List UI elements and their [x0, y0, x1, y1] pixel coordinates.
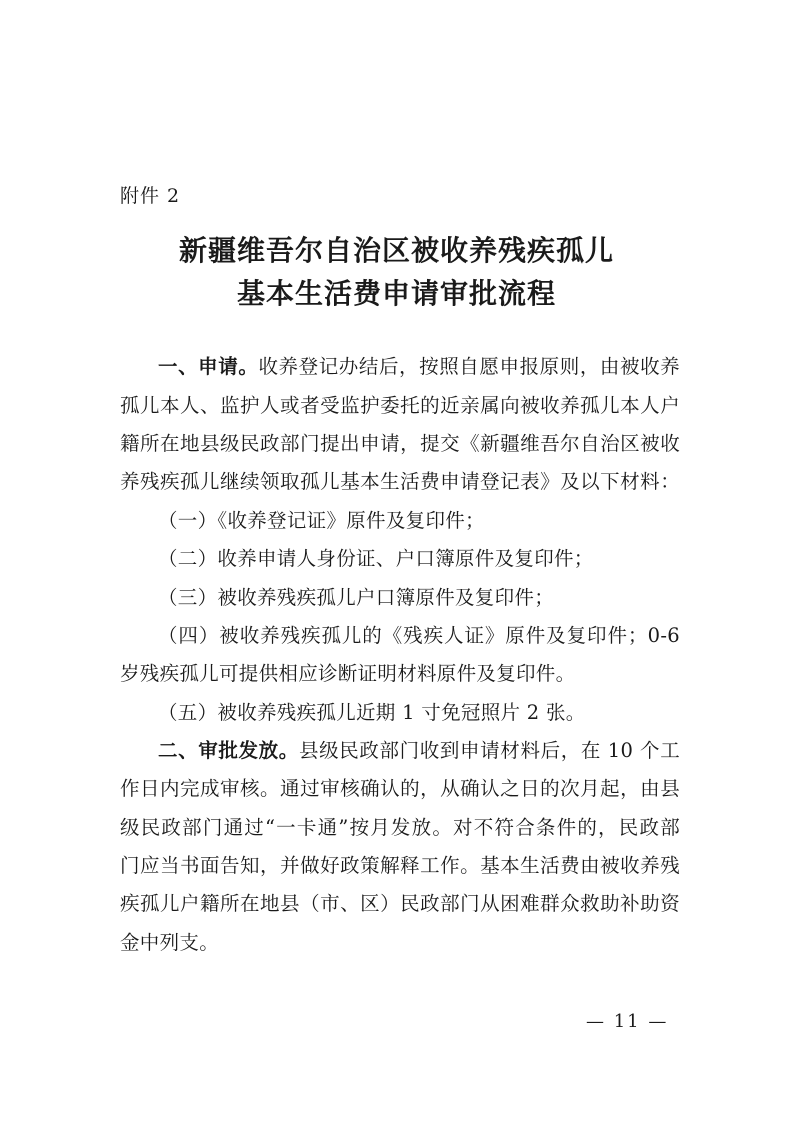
section1-heading: 一、申请。 [158, 355, 259, 378]
section1-paragraph-line-2: 孤儿本人、监护人或者受监护委托的近亲属向被收养孤儿本人户 [120, 394, 680, 417]
section2-heading: 二、审批发放。 [158, 739, 299, 762]
page-number: — 11 — [586, 1011, 669, 1032]
section2-paragraph-line-4: 门应当书面告知，并做好政策解释工作。基本生活费由被收养残 [120, 854, 680, 877]
section1-paragraph-line-3: 籍所在地县级民政部门提出申请，提交《新疆维吾尔自治区被收 [120, 432, 680, 455]
document-title-line-2: 基本生活费申请审批流程 [236, 277, 556, 310]
material-item-4-line-2: 岁残疾孤儿可提供相应诊断证明材料原件及复印件。 [120, 662, 576, 685]
section2-paragraph-line-3: 级民政部门通过“一卡通”按月发放。对不符合条件的，民政部 [120, 816, 680, 839]
section2-text: 县级民政部门收到申请材料后，在 10 个工 [298, 739, 680, 762]
attachment-label: 附件 2 [120, 185, 181, 207]
section1-paragraph-line-1 [158, 348, 680, 387]
section1-text: 收养登记办结后，按照自愿申报原则，由被收养 [258, 355, 680, 378]
section2-paragraph-line-1 [158, 732, 680, 771]
material-item-5: （五）被收养残疾孤儿近期 1 寸免冠照片 2 张。 [158, 701, 586, 724]
material-item-4-line-1: （四）被收养残疾孤儿的《残疾人证》原件及复印件；0-6 [158, 624, 680, 647]
section1-paragraph-line-4: 养残疾孤儿继续领取孤儿基本生活费申请登记表》及以下材料： [120, 470, 680, 493]
section2-paragraph-line-2: 作日内完成审核。通过审核确认的，从确认之日的次月起，由县 [120, 777, 680, 800]
material-item-2: （二）收养申请人身份证、户口簿原件及复印件； [158, 547, 594, 570]
material-item-3: （三）被收养残疾孤儿户口簿原件及复印件； [158, 586, 555, 609]
section2-paragraph-line-6: 金中列支。 [120, 931, 220, 954]
material-item-1: （一）《收养登记证》原件及复印件； [158, 509, 485, 532]
document-title-line-1: 新疆维吾尔自治区被收养残疾孤儿 [178, 234, 614, 267]
section2-paragraph-line-5: 疾孤儿户籍所在地县（市、区）民政部门从困难群众救助补助资 [120, 892, 680, 915]
